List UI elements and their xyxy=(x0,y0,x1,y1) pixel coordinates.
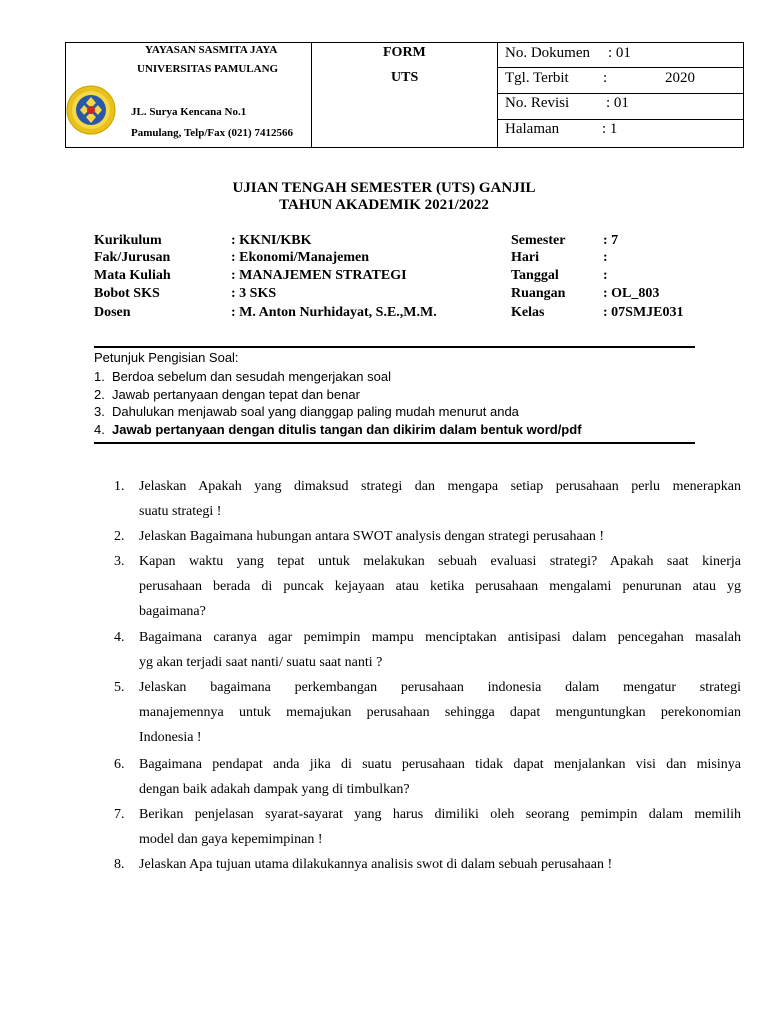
info-label: Tanggal xyxy=(511,268,559,283)
info-value: : 3 SKS xyxy=(231,286,277,301)
question-line: dengan baik adakah dampak yang di timbulkan? xyxy=(139,782,410,797)
instruction-number: 4. xyxy=(94,422,105,437)
info-value: : 7 xyxy=(603,233,619,248)
question-line: model dan gaya kepemimpinan ! xyxy=(139,832,323,847)
question-number: 7. xyxy=(114,807,125,822)
question-line: Berikan penjelasan syarat-sayarat yang harus dimiliki oleh seorang pemimpin dalam memilih xyxy=(139,807,741,822)
info-value: : OL_803 xyxy=(603,286,660,301)
question-line: Kapan waktu yang tepat untuk melakukan sebuah evaluasi strategi? Apakah saat kinerja xyxy=(139,554,741,569)
question-line: perusahaan berada di puncak kejayaan atau ketika perusahaan mengalami penurunan atau yg xyxy=(139,579,741,594)
info-value: : xyxy=(603,268,608,283)
question-line: Bagaimana pendapat anda jika di suatu perusahaan tidak dapat menjalankan visi dan misinya xyxy=(139,757,741,772)
info-value: : 07SMJE031 xyxy=(603,305,684,320)
instruction-number: 2. xyxy=(94,387,105,402)
question-line: Jelaskan Apakah yang dimaksud strategi dan mengapa setiap perusahaan perlu menerapkan xyxy=(139,479,741,494)
meta-value: : 01 xyxy=(606,95,629,111)
info-label: Kurikulum xyxy=(94,233,162,248)
meta-page xyxy=(505,121,618,138)
header-divider xyxy=(497,43,498,147)
instruction-text: Dahulukan menjawab soal yang dianggap paling mudah menurut anda xyxy=(112,404,519,419)
meta-value: 2020 xyxy=(665,70,695,86)
instruction-item xyxy=(94,422,582,437)
question-item xyxy=(114,675,741,750)
meta-separator: : xyxy=(603,70,608,86)
org-name: YAYASAN SASMITA JAYA xyxy=(145,44,278,56)
question-line: yg akan terjadi saat nanti/ suatu saat nanti ? xyxy=(139,655,383,670)
question-number: 2. xyxy=(114,529,125,544)
info-label: Ruangan xyxy=(511,286,566,301)
question-line: suatu strategi ! xyxy=(139,504,222,519)
info-value: : MANAJEMEN STRATEGI xyxy=(231,268,407,283)
instructions-heading: Petunjuk Pengisian Soal: xyxy=(94,350,239,365)
academic-year: TAHUN AKADEMIK 2021/2022 xyxy=(279,197,489,213)
instruction-item xyxy=(94,404,519,419)
meta-publish-date xyxy=(505,70,695,87)
meta-label: No. Revisi xyxy=(505,95,570,111)
form-type: UTS xyxy=(391,70,419,85)
instruction-item xyxy=(94,387,360,402)
question-line: Jelaskan Bagaimana hubungan antara SWOT analysis dengan strategi perusahaan ! xyxy=(139,529,605,544)
question-line: Jelaskan Apa tujuan utama dilakukannya analisis swot di dalam sebuah perusahaan ! xyxy=(139,857,613,872)
info-label: Semester xyxy=(511,233,566,248)
info-value: : xyxy=(603,250,608,265)
instruction-number: 3. xyxy=(94,404,105,419)
header-divider xyxy=(311,43,312,147)
meta-doc-number xyxy=(505,45,631,62)
question-line: bagaimana? xyxy=(139,604,206,619)
info-value: : Ekonomi/Manajemen xyxy=(231,250,370,265)
question-line: Indonesia ! xyxy=(139,730,202,745)
contact-line: Pamulang, Telp/Fax (021) 7412566 xyxy=(131,127,293,139)
instruction-number: 1. xyxy=(94,369,105,384)
question-number: 6. xyxy=(114,757,125,772)
question-number: 3. xyxy=(114,554,125,569)
question-item xyxy=(114,524,741,549)
meta-revision xyxy=(505,95,629,112)
info-label: Hari xyxy=(511,250,539,265)
question-number: 5. xyxy=(114,680,125,695)
question-item xyxy=(114,625,741,675)
question-item xyxy=(114,852,741,877)
question-line: Bagaimana caranya agar pemimpin mampu menciptakan antisipasi dalam pencegahan masalah xyxy=(139,630,741,645)
meta-value: : 01 xyxy=(608,45,631,61)
instruction-text: Jawab pertanyaan dengan tepat dan benar xyxy=(112,387,360,402)
question-number: 8. xyxy=(114,857,125,872)
question-number: 4. xyxy=(114,630,125,645)
form-label: FORM xyxy=(383,45,426,60)
info-label: Dosen xyxy=(94,305,131,320)
meta-label: No. Dokumen xyxy=(505,45,590,61)
meta-label: Tgl. Terbit xyxy=(505,70,569,86)
divider-line xyxy=(94,442,695,444)
instruction-text: Berdoa sebelum dan sesudah mengerjakan soal xyxy=(112,369,391,384)
instruction-item xyxy=(94,369,391,384)
info-value: : KKNI/KBK xyxy=(231,233,312,248)
question-item xyxy=(114,752,741,802)
header-row-divider xyxy=(497,93,743,94)
question-number: 1. xyxy=(114,479,125,494)
address-line: JL. Surya Kencana No.1 xyxy=(131,106,247,118)
info-label: Fak/Jurusan xyxy=(94,250,171,265)
header-row-divider xyxy=(497,119,743,120)
question-item xyxy=(114,802,741,852)
info-label: Kelas xyxy=(511,305,545,320)
info-label: Mata Kuliah xyxy=(94,268,171,283)
instruction-text: Jawab pertanyaan dengan ditulis tangan dan dikirim dalam bentuk word/pdf xyxy=(112,422,582,437)
question-item xyxy=(114,549,741,624)
question-item xyxy=(114,474,741,524)
meta-value: : 1 xyxy=(602,121,618,137)
info-label: Bobot SKS xyxy=(94,286,160,301)
exam-title: UJIAN TENGAH SEMESTER (UTS) GANJIL xyxy=(232,180,536,196)
info-value: : M. Anton Nurhidayat, S.E.,M.M. xyxy=(231,305,437,320)
question-line: Jelaskan bagaimana perkembangan perusahaan indonesia dalam mengatur strategi xyxy=(139,680,741,695)
question-line: manajemennya untuk memajukan perusahaan sehingga dapat menguntungkan perekonomian xyxy=(139,705,741,720)
divider-line xyxy=(94,346,695,348)
header-row-divider xyxy=(497,67,743,68)
meta-label: Halaman xyxy=(505,121,560,137)
university-logo-icon xyxy=(66,85,116,135)
university-name: UNIVERSITAS PAMULANG xyxy=(137,63,279,75)
